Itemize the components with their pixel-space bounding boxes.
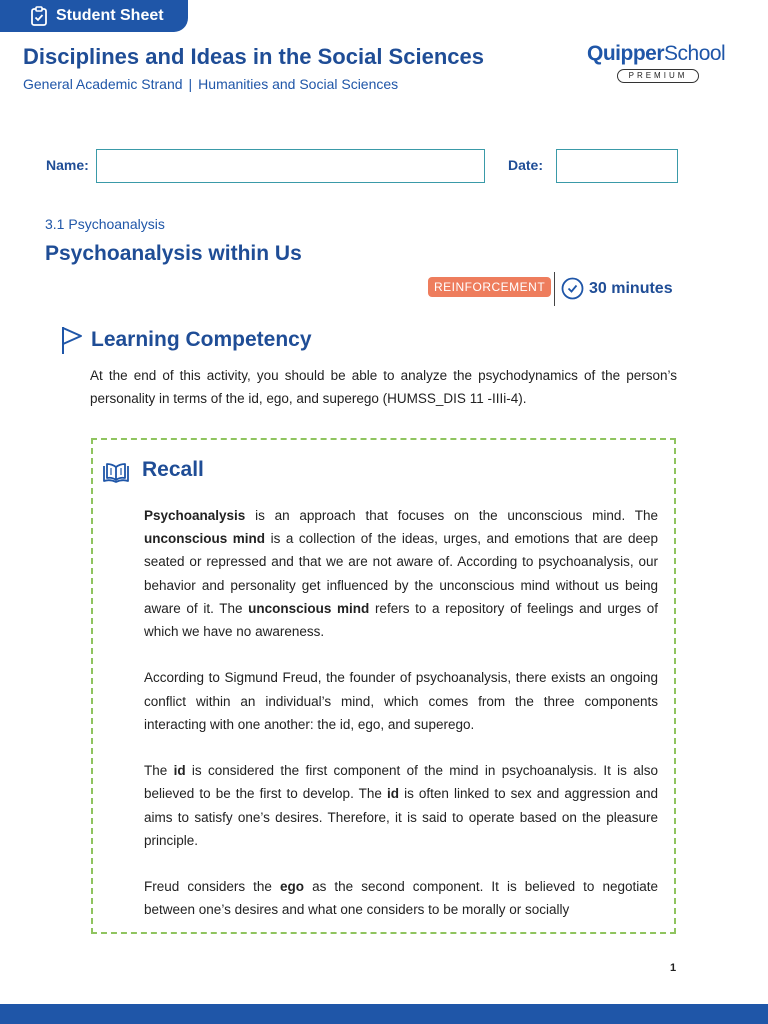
paragraph-text: The [144, 763, 174, 779]
paragraph-text: is a collection of the ideas, urges, and emotions that are deep seated or repressed and that we are not aware of. According to psychoanalysis, our behavior and personality get influenced by the unconscious mind without us being aware of it. The [144, 531, 659, 616]
brand-wordmark: QuipperSchool [587, 42, 726, 65]
student-sheet-tab [0, 0, 188, 32]
section-number: 3.1 Psychoanalysis [45, 216, 165, 232]
paragraph-text: is often linked to sex and aggression and aims to satisfy one’s desires. Therefore, it is said to operate based on the pleasure principle. [144, 786, 658, 848]
learning-competency-text: At the end of this activity, you should be able to analyze the psychodynamics of the person’s personality in terms of the id, ego, and superego (HUMSS_DIS 11 -IIIi-4). [90, 368, 677, 406]
recall-paragraph [144, 759, 658, 852]
strand-line [23, 76, 398, 92]
clock-icon [561, 277, 584, 300]
key-term: Psychoanalysis [144, 508, 246, 523]
paragraph-text: is considered the first component of the mind in psychoanalysis. It is also believed to be the first to develop. The [144, 763, 659, 802]
paragraph-text: as the second component. It is believed to negotiate between one’s desires and what one considers to be morally or socially [144, 879, 658, 918]
footer-bar [0, 1004, 768, 1024]
recall-title: Recall [142, 458, 204, 481]
key-term: id [173, 763, 186, 779]
lesson-title: Psychoanalysis within Us [45, 242, 302, 265]
key-term: unconscious mind [248, 600, 370, 616]
tab-label: Student Sheet [56, 7, 164, 24]
subject-name: Humanities and Social Sciences [198, 76, 399, 92]
clipboard-check-icon [30, 6, 48, 26]
learning-competency-title: Learning Competency [91, 328, 312, 351]
activity-type-badge: REINFORCEMENT [428, 277, 551, 297]
flag-icon [60, 325, 84, 355]
paragraph-text: According to Sigmund Freud, the founder of psychoanalysis, there exists an ongoing conflict within an individual’s mind, which comes from the three components interacting with one another: the id, ego, and superego. [144, 670, 658, 732]
key-term: ego [280, 879, 305, 895]
name-field[interactable] [96, 149, 485, 183]
date-field[interactable] [556, 149, 678, 183]
badge-divider [554, 272, 555, 306]
recall-body [144, 504, 658, 934]
brand-logo [587, 42, 729, 83]
key-term: unconscious mind [144, 531, 266, 547]
paragraph-text: refers to a repository of feelings and urges of which we have no awareness. [144, 600, 658, 640]
open-book-icon [102, 462, 130, 484]
paragraph-text: is an approach that focuses on the unconscious mind. The [245, 508, 658, 523]
recall-paragraph [144, 504, 658, 643]
document-title: Disciplines and Ideas in the Social Sciences [23, 44, 484, 69]
recall-paragraph [144, 875, 658, 921]
divider: | [188, 76, 193, 92]
key-term: id [387, 786, 399, 802]
brand-tier: PREMIUM [617, 69, 699, 83]
name-label: Name: [46, 157, 89, 173]
strand-name: General Academic Strand [23, 76, 183, 92]
page-number: 1 [670, 962, 677, 974]
recall-paragraph [144, 666, 658, 736]
date-label: Date: [508, 157, 544, 173]
paragraph-text: Freud considers the [144, 879, 280, 895]
recall-box [91, 438, 676, 934]
duration-label: 30 minutes [589, 280, 673, 297]
